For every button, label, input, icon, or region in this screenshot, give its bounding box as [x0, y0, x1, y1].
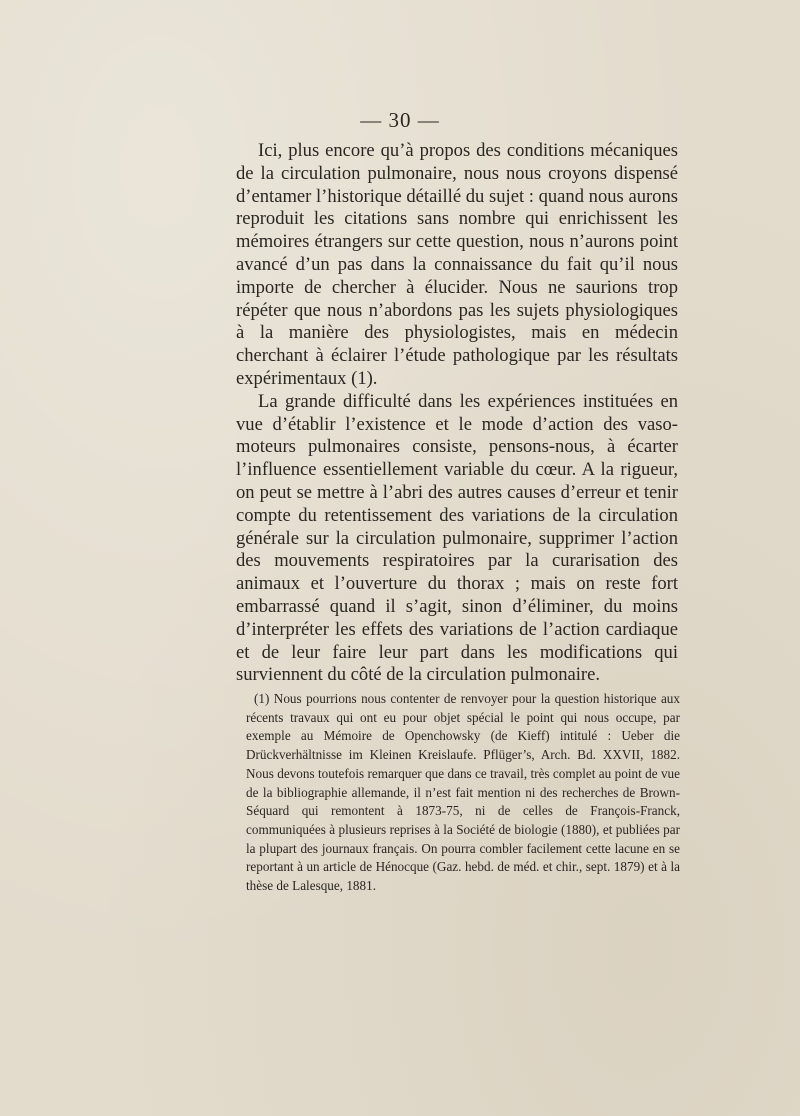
paragraph-2: La grande difficulté dans les expériences instituées en vue d’établir l’existence et le mode d’action des vaso-moteurs pulmonaires consiste, pensons-nous, à écarter l’influence essentiellement variable du cœur. A la rigueur, on peut se mettre à l’abri des autres causes d’erreur et tenir compte du retentissement des variations de la circulation générale sur la circulation pulmonaire, supprimer l’action des mouvements respiratoires par la curarisation des animaux et l’ouverture du thorax ; mais on reste fort embarrassé quand il s’agit, sinon d’éliminer, du moins d’interpréter les effets des variations de l’action cardiaque et de leur faire leur part dans les modifications qui surviennent du côté de la circulation pulmonaire.: [236, 390, 678, 686]
paragraph-1: Ici, plus encore qu’à propos des conditions mécaniques de la circulation pulmonaire, nous nous croyons dispensé d’entamer l’historique détaillé du sujet : quand nous aurons reproduit les citations sans nombre qui enrichissent les mémoires étrangers sur cette question, nous n’aurons point avancé d’un pas dans la connaissance du fait qu’il nous importe de chercher à élucider. Nous ne saurions trop répéter que nous n’abordons pas les sujets physiologiques à la manière des physiologistes, mais en médecin cherchant à éclairer l’étude pathologique par les résultats expérimentaux (1).: [236, 140, 679, 389]
page-number: — 30 —: [360, 108, 440, 132]
footnote-text: (1) Nous pourrions nous contenter de renvoyer pour la question historique aux récents travaux qui ont eu pour objet spécial le point qui nous occupe, par exemple au Mémoire de Openchowsky (de Kieff) intitulé : Ueber die Drückverhältnisse im Kleinen Kreislaufe. Pflüger’s, Arch. Bd. XXVII, 1882. Nous devons toutefois remarquer que dans ce travail, très complet au point de vue de la bibliographie allemande, il n’est fait mention ni des recherches de Brown-Séquard qui remontent à 1873-75, ni de celles de François-Franck, communiquées à plusieurs reprises à la Société de biologie (1880), et publiées par la plupart des journaux français. On pourra combler facilement cette lacune en se reportant à un article de Hénocque (Gaz. hebd. de méd. et chir., sept. 1879) et à la thèse de Lalesque, 1881.: [246, 691, 680, 894]
footnote: [246, 690, 680, 896]
main-text: [236, 140, 678, 687]
